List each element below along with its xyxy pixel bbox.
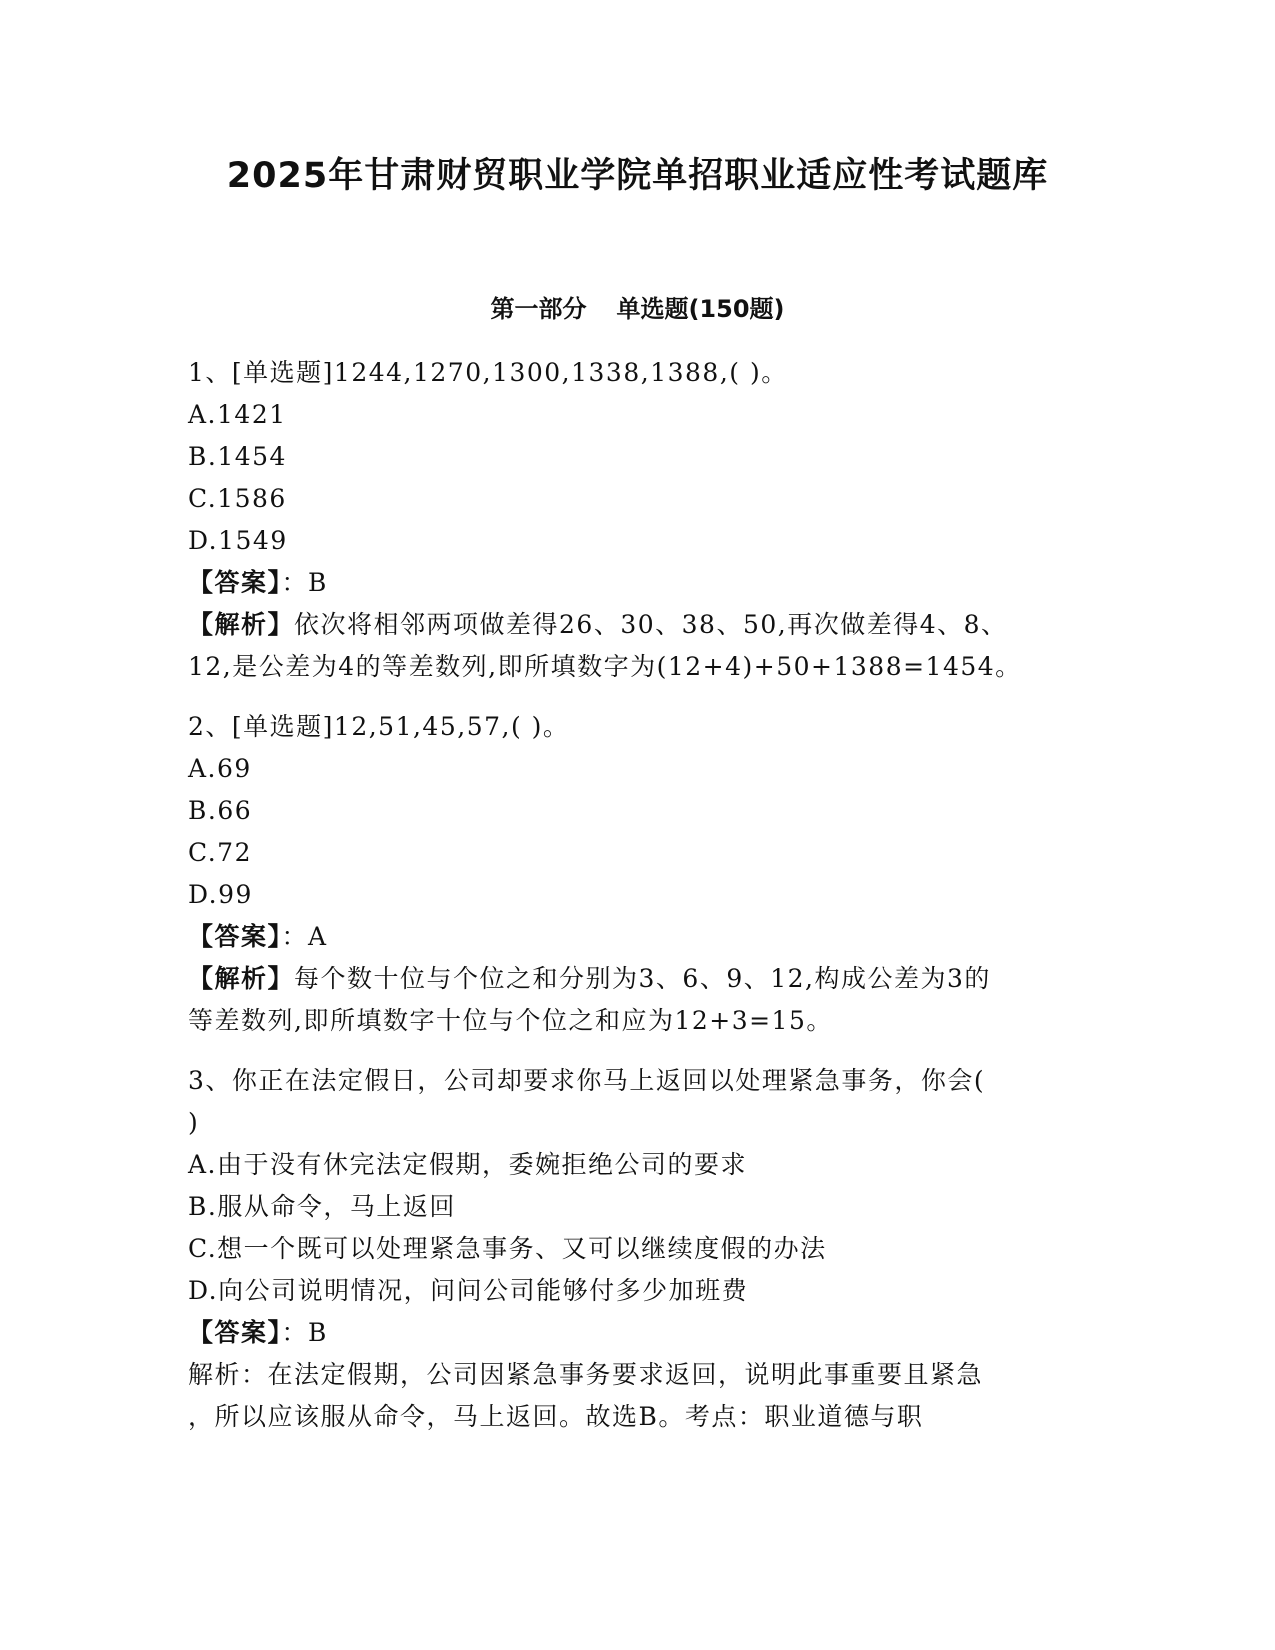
analysis-text: 每个数十位与个位之和分别为3、6、9、12,构成公差为3的 [294,964,991,993]
answer-line [188,562,1068,604]
question-stem: 1、[单选题]1244,1270,1300,1338,1388,( )。 [188,358,788,387]
answer-label: 【答案】 [188,1318,282,1347]
question-list [188,352,1068,1438]
option-d: D.99 [188,880,253,909]
option-a: A.由于没有休完法定假期，委婉拒绝公司的要求 [188,1150,748,1179]
option-d: D.向公司说明情况，问问公司能够付多少加班费 [188,1276,749,1305]
analysis-line: ，所以应该服从命令，马上返回。故选B。考点：职业道德与职 [188,1402,924,1431]
option-c: C.想一个既可以处理紧急事务、又可以继续度假的办法 [188,1234,827,1263]
question-1 [188,352,1068,688]
question-stem: 2、[单选题]12,51,45,57,( )。 [188,712,570,741]
answer-line [188,1312,1068,1354]
answer-value: ：B [281,1318,328,1347]
answer-line [188,916,1068,958]
option-a: A.69 [188,754,252,783]
analysis-line [188,958,1068,1000]
option-a: A.1421 [188,400,287,429]
analysis-line [188,604,1068,646]
option-b: B.66 [188,796,253,825]
section-heading [0,289,1275,324]
option-b: B.1454 [188,442,287,471]
answer-value: ：A [281,922,328,951]
question-stem-continued: ) [188,1108,200,1137]
question-divider [188,1042,1068,1060]
question-divider [188,688,1068,706]
question-stem: 3、你正在法定假日，公司却要求你马上返回以处理紧急事务，你会( [188,1066,986,1095]
option-c: C.72 [188,838,252,867]
analysis-line: 解析：在法定假期，公司因紧急事务要求返回，说明此事重要且紧急 [188,1360,984,1389]
analysis-text: 依次将相邻两项做差得26、30、38、50,再次做差得4、8、 [294,610,1008,639]
section-part: 第一部分 [490,295,587,323]
question-3 [188,1060,1068,1438]
analysis-label: 【解析】 [188,964,295,993]
question-2 [188,706,1068,1042]
analysis-line: 等差数列,即所填数字十位与个位之和应为12+3=15。 [188,1006,833,1035]
analysis-line: 12,是公差为4的等差数列,即所填数字为(12+4)+50+1388=1454。 [188,652,1022,681]
answer-value: ：B [281,568,328,597]
section-name: 单选题(150题) [616,295,785,323]
option-c: C.1586 [188,484,287,513]
document-title: 2025年甘肃财贸职业学院单招职业适应性考试题库 [226,156,1049,196]
option-b: B.服从命令，马上返回 [188,1192,456,1221]
option-d: D.1549 [188,526,288,555]
answer-label: 【答案】 [188,568,282,597]
answer-label: 【答案】 [188,922,282,951]
analysis-label: 【解析】 [188,610,295,639]
